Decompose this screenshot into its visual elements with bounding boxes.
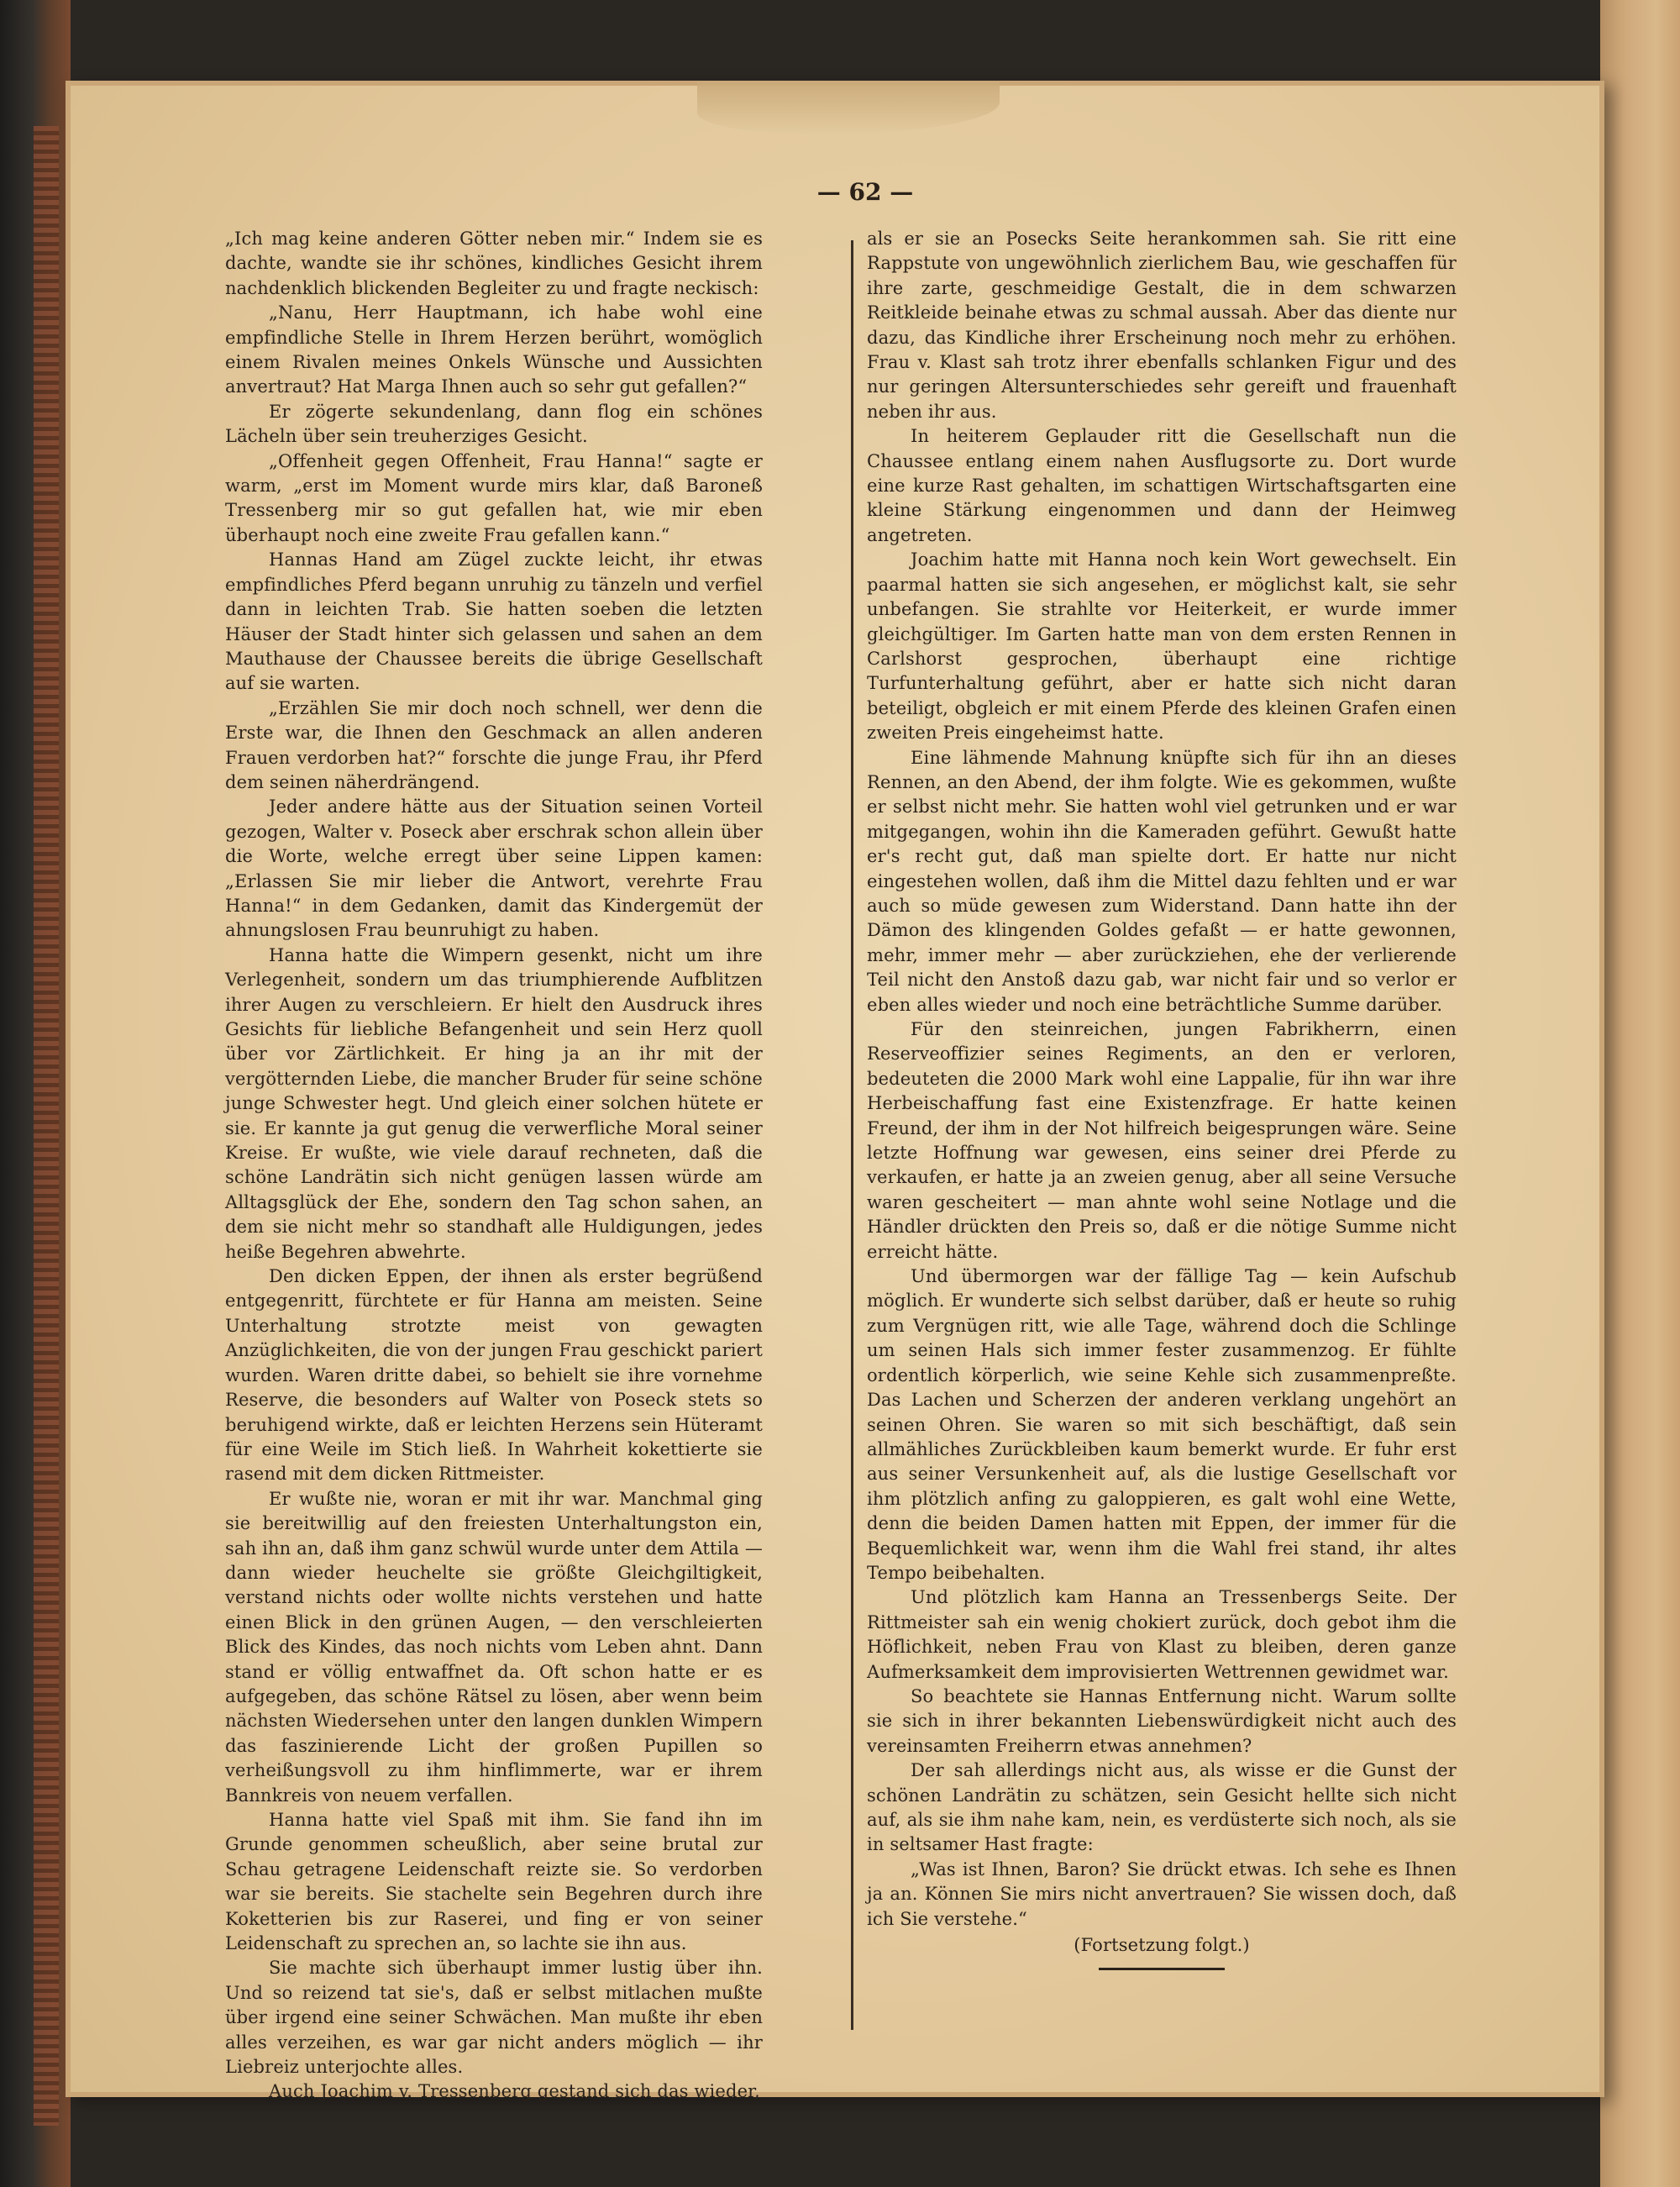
paragraph: „Offenheit gegen Offenheit, Frau Hanna!“ sagte er warm, „erst im Moment wurde mirs klar, daß Baroneß Tressenberg mir so gut gefallen hat, wie mir eben überhaupt noch eine zweite Frau gefallen kann.“ [225,450,763,545]
paragraph: „Nanu, Herr Hauptmann, ich habe wohl eine empfindliche Stelle in Ihrem Herzen berührt, womöglich einem Rivalen meines Onkels Wünsche und Aussichten anvertraut? Hat Marga Ihnen auch so sehr gut gefallen?“ [225,302,763,397]
paragraph: Jeder andere hätte aus der Situation seinen Vorteil gezogen, Walter v. Poseck aber erschrak schon allein über die Worte, welche erregt über seine Lippen kamen: „Erlassen Sie mir lieber die Antwort, verehrte Frau Hanna!“ in dem Gedanken, damit das Kindergemüt der ahnungslosen Frau beunruhigt zu haben. [225,796,763,941]
page-number: — 62 — [816,178,914,206]
paragraph: Eine lähmende Mahnung knüpfte sich für ihn an dieses Rennen, an den Abend, der ihm folgte. Wie es gekommen, wußte er selbst nicht mehr. Sie hatten wohl viel getrunken und er war mitgegangen, wohin ihn die Kameraden geführt. Gewußt hatte er's recht gut, daß man spielte dort. Er hatte nur nicht eingestehen wollen, daß ihm die Mittel dazu fehlten und er war auch so müde gewesen zum Widerstand. Dann hatte ihn der Dämon des klingenden Goldes gefaßt — er hatte gewonnen, mehr, immer mehr — aber zurückziehen, ehe der verlierende Teil nicht den Anstoß dazu gab, war nicht fair und so verlor er eben alles wieder und noch eine beträchtliche Summe darüber. [867,747,1457,1015]
paragraph: Er zögerte sekundenlang, dann flog ein schönes Lächeln über sein treuherziges Gesicht. [225,401,763,447]
paragraph: Den dicken Eppen, der ihnen als erster begrüßend entgegenritt, fürchtete er für Hanna am meisten. Seine Unterhaltung strotzte meist von gewagten Anzüglichkeiten, die von der jungen Frau geschickt pariert wurden. Waren dritte dabei, so behielt sie ihre vornehme Reserve, die besonders auf Walter von Poseck stets so beruhigend wirkte, daß er leichten Herzens sein Hüteramt für eine Weile im Stich ließ. In Wahrheit kokettierte sie rasend mit dem dicken Rittmeister. [225,1266,763,1485]
continuation-note: (Fortsetzung folgt.) [1074,1935,1250,1956]
next-page-edge [1600,0,1680,2187]
paragraph: Sie machte sich überhaupt immer lustig über ihn. Und so reizend tat sie's, daß er selbst mitlachen mußte über irgend eine seiner Schwächen. Man mußte ihr eben alles verzeihen, es war gar nicht anders möglich — ihr Liebreiz unterjochte alles. [225,1958,763,2078]
paragraph: In heiterem Geplauder ritt die Gesellschaft nun die Chaussee entlang einem nahen Ausflugsorte zu. Dort wurde eine kurze Rast gehalten, im schattigen Wirtschaftsgarten eine kleine Stärkung eingenommen und dann der Heimweg angetreten. [867,426,1457,545]
paragraph: Der sah allerdings nicht aus, als wisse er die Gunst der schönen Landrätin zu schätzen, sein Gesicht hellte sich nicht auf, als sie ihm nahe kam, nein, es verdüsterte sich noch, als sie in seltsamer Hast fragte: [867,1760,1457,1855]
paragraph: Für den steinreichen, jungen Fabrikherrn, einen Reserveoffizier seines Regiments, an den er verloren, bedeuteten die 2000 Mark wohl eine Lappalie, für ihn war ihre Herbeischaffung fast eine Existenzfrage. Er hatte keinen Freund, der ihm in der Not hilfreich beigesprungen wäre. Seine letzte Hoffnung war gewesen, eins seiner drei Pferde zu verkaufen, er hatte ja an zweien genug, aber all seine Versuche waren gescheitert — man ahnte wohl seine Notlage und die Händler drückten den Preis so, daß er die nötige Summe nicht erreicht hätte. [867,1019,1457,1262]
column-divider [851,240,853,2030]
paragraph: „Ich mag keine anderen Götter neben mir.“ Indem sie es dachte, wandte sie ihr schönes, kindliches Gesicht ihrem nachdenklich blickenden Begleiter zu und fragte neckisch: [225,229,763,298]
paragraph: Hanna hatte die Wimpern gesenkt, nicht um ihre Verlegenheit, sondern um das triumphierende Aufblitzen ihrer Augen zu verschleiern. Er hielt den Ausdruck ihres Gesichts für liebliche Befangenheit und sein Herz quoll über vor Zärtlichkeit. Er hing ja an ihr mit der vergötternden Liebe, die mancher Bruder für seine schöne junge Schwester hegt. Und gleich einer solchen hütete er sie. Er kannte ja gut genug die verwerfliche Moral seiner Kreise. Er wußte, wie viele darauf rechneten, daß die schöne Landrätin sich nicht genügen lassen würde am Alltagsglück der Ehe, sondern den Tag schon sahen, an dem sie nicht mehr so standhaft alle Huldigungen, jedes heiße Begehren abwehrte. [225,944,763,1262]
paragraph: „Was ist Ihnen, Baron? Sie drückt etwas. Ich sehe es Ihnen ja an. Können Sie mirs nicht anvertrauen? Sie wissen doch, daß ich Sie verstehe.“ [867,1858,1457,1929]
paragraph: Hannas Hand am Zügel zuckte leicht, ihr etwas empfindliches Pferd begann unruhig zu tänzeln und verfiel dann in leichten Trab. Sie hatten soeben die letzten Häuser der Stadt hinter sich gelassen und sahen an dem Mauthause der Chaussee bereits die übrige Gesellschaft auf sie warten. [225,549,763,694]
paragraph: „Erzählen Sie mir doch noch schnell, wer denn die Erste war, die Ihnen den Geschmack an allen anderen Frauen verdorben hat?“ forschte die junge Frau, ihr Pferd dem seinen näherdrängend. [225,697,763,792]
paragraph: Und plötzlich kam Hanna an Tressenbergs Seite. Der Rittmeister sah ein wenig chokiert zurück, doch gebot ihm die Höflichkeit, neben Frau von Klast zu bleiben, deren ganze Aufmerksamkeit dem improvisierten Wettrennen gewidmet war. [867,1587,1457,1682]
right-column [867,227,1457,2075]
paragraph: Joachim hatte mit Hanna noch kein Wort gewechselt. Ein paarmal hatten sie sich angesehen, er möglichst kalt, sie sehr unbefangen. Sie strahlte vor Heiterkeit, er wurde immer gleichgültiger. Im Garten hatte man von dem ersten Rennen in Carlshorst gesprochen, überhaupt eine richtige Turfunterhaltung geführt, aber er hatte sich nicht daran beteiligt, obgleich er mit einem Pferde des kleinen Grafen einen zweiten Preis eingeheimst hatte. [867,549,1457,744]
paragraph: Er wußte nie, woran er mit ihr war. Manchmal ging sie bereitwillig auf den freiesten Unterhaltungston ein, sah ihn an, daß ihm ganz schwül wurde unter dem Attila — dann wieder heuchelte sie größte Gleichgiltigkeit, verstand nichts oder wollte nichts verstehen und hatte einen Blick in den grünen Augen, — den verschleierten Blick des Kindes, das noch nichts vom Leben ahnt. Dann stand er völlig entwaffnet da. Oft schon hatte er es aufgegeben, das schöne Rätsel zu lösen, aber wenn beim nächsten Wiedersehen unter den langen dunklen Wimpern das faszinierende Licht der großen Pupillen so verheißungsvoll zu ihm hinflimmerte, war er ihrem Bannkreis von neuem verfallen. [225,1488,763,1806]
paragraph: als er sie an Posecks Seite herankommen sah. Sie ritt eine Rappstute von ungewöhnlich zierlichem Bau, wie geschaffen für ihre zarte, geschmeidige Gestalt, die in dem schwarzen Reitkleide beinahe etwas zu schmal aussah. Aber das diente nur dazu, das Kindliche ihrer Erscheinung noch mehr zu erhöhen. Frau v. Klast sah trotz ihrer ebenfalls schlanken Figur und des nur geringen Altersunterschiedes sehr gereift und frauenhaft neben ihr aus. [867,229,1457,422]
binding-marbled-edge [34,126,59,2126]
paragraph: Hanna hatte viel Spaß mit ihm. Sie fand ihn im Grunde genommen scheußlich, aber seine brutal zur Schau getragene Leidenschaft reizte sie. So verdorben war sie bereits. Sie stachelte sein Begehren durch ihre Koketterien bis zur Raserei, und fing er von seiner Leidenschaft zu sprechen an, so lachte sie ihn aus. [225,1810,763,1954]
end-rule [1099,1968,1225,1970]
paragraph: Und übermorgen war der fällige Tag — kein Aufschub möglich. Er wunderte sich selbst darüber, daß er heute so ruhig zum Vergnügen ritt, wie alle Tage, während doch die Schlinge um seinen Hals sich immer fester zusammenzog. Er fühlte ordentlich körperlich, wie seine Kehle sich zusammenpreßte. Das Lachen und Scherzen der anderen verklang ungehört an seinen Ohren. Sie waren so mit sich beschäftigt, daß sein allmähliches Zurückbleiben kaum bemerkt wurde. Er fuhr erst aus seiner Versunkenheit auf, als die lustige Gesellschaft vor ihm plötzlich anfing zu galoppieren, es galt wohl eine Wette, denn die beiden Damen hatten mit Eppen, der immer für die Bequemlichkeit war, wenn ihm die Wahl frei stand, ihr altes Tempo beibehalten. [867,1266,1457,1583]
paragraph: So beachtete sie Hannas Entfernung nicht. Warum sollte sie sich in ihrer bekannten Liebenswürdigkeit nicht auch des vereinsamten Freiherrn etwas annehmen? [867,1685,1457,1756]
paragraph: Auch Joachim v. Tressenberg gestand sich das wieder, [269,2081,760,2102]
left-column [225,227,763,2102]
